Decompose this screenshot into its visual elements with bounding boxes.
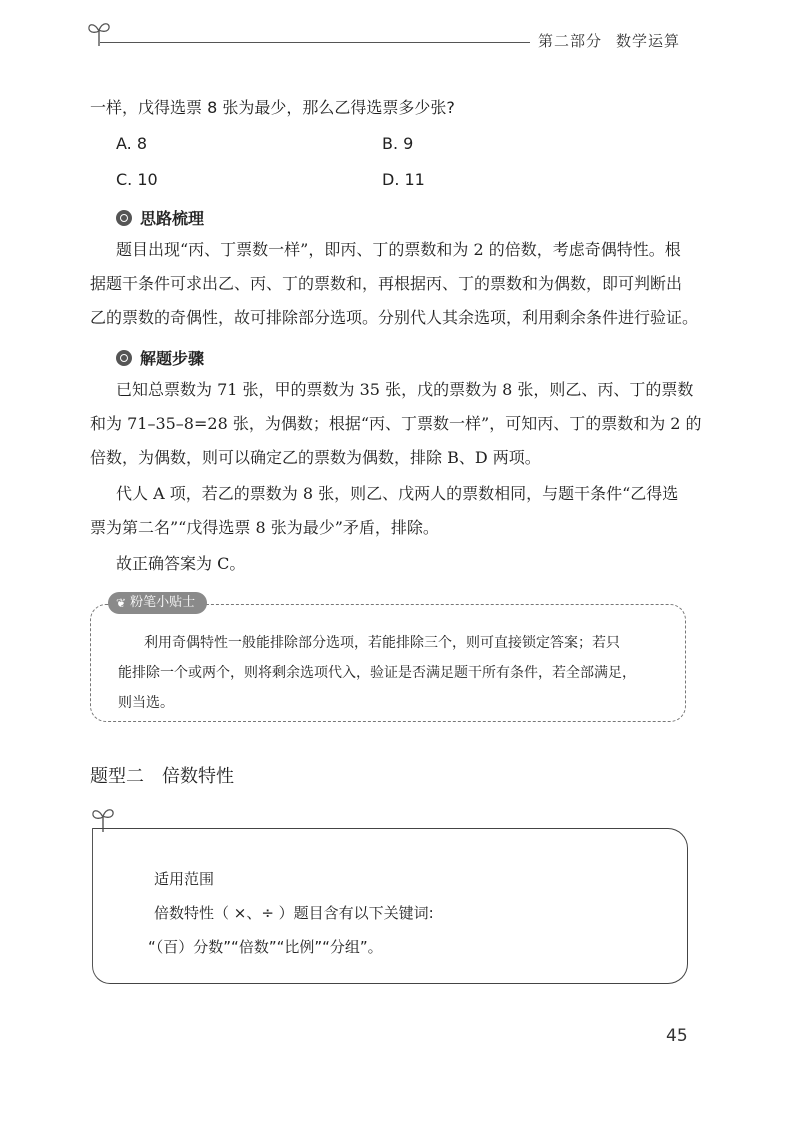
option-d: D. 11 [382, 170, 425, 189]
circle-bullet-icon [116, 350, 132, 366]
sprout-icon: ❦ [116, 596, 127, 610]
question-stem: 一样，戊得选票 8 张为最少，那么乙得选票多少张? [90, 98, 455, 117]
section-title: 题型二 倍数特性 [90, 766, 234, 787]
tip-label: ❦ 粉笔小贴士 [108, 592, 207, 614]
circle-bullet-icon [116, 210, 132, 226]
solution-line-2: 和为 71–35–8=28 张，为偶数；根据“丙、丁票数一样”，可知丙、丁的票数和为 2 的 [90, 414, 702, 433]
solution-heading: 解题步骤 [116, 346, 204, 369]
option-a: A. 8 [116, 134, 148, 153]
option-c: C. 10 [116, 170, 158, 189]
header-rule [100, 42, 530, 43]
scope-line-2: “（百）分数”“倍数”“比例”“分组”。 [148, 938, 383, 956]
analysis-line-1: 题目出现“丙、丁票数一样”，即丙、丁的票数和为 2 的倍数，考虑奇偶特性。根 [116, 240, 681, 259]
solution-line-4: 代人 A 项，若乙的票数为 8 张，则乙、戊两人的票数相同，与题干条件“乙得选 [116, 484, 679, 503]
analysis-line-3: 乙的票数的奇偶性，故可排除部分选项。分别代人其余选项，利用剩余条件进行验证。 [90, 308, 699, 327]
sprout-icon [86, 18, 112, 48]
answer-line: 故正确答案为 C。 [116, 554, 246, 573]
header-part: 第二部分 [538, 32, 603, 50]
running-header [538, 30, 680, 51]
solution-line-1: 已知总票数为 71 张，甲的票数为 35 张，戊的票数为 8 张，则乙、丙、丁的票数 [116, 380, 694, 399]
solution-line-5: 票为第二名”“戊得选票 8 张为最少”矛盾，排除。 [90, 518, 439, 537]
tip-line-2: 能排除一个或两个，则将剩余选项代入，验证是否满足题干所有条件，若全部满足， [118, 665, 636, 681]
scope-line-1: 倍数特性（ ×、÷ ）题目含有以下关键词: [154, 904, 434, 922]
tip-line-3: 则当选。 [118, 695, 174, 711]
page-number: 45 [666, 1026, 688, 1046]
solution-line-3: 倍数，为偶数，则可以确定乙的票数为偶数，排除 B、D 两项。 [90, 448, 541, 467]
option-b: B. 9 [382, 134, 414, 153]
analysis-line-2: 据题干条件可求出乙、丙、丁的票数和，再根据丙、丁的票数和为偶数，即可判断出 [90, 274, 683, 293]
scope-heading: 适用范围 [154, 870, 215, 888]
analysis-heading: 思路梳理 [116, 206, 204, 229]
header-section: 数学运算 [616, 32, 681, 50]
tip-line-1: 利用奇偶特性一般能排除部分选项，若能排除三个，则可直接锁定答案；若只 [144, 635, 620, 651]
